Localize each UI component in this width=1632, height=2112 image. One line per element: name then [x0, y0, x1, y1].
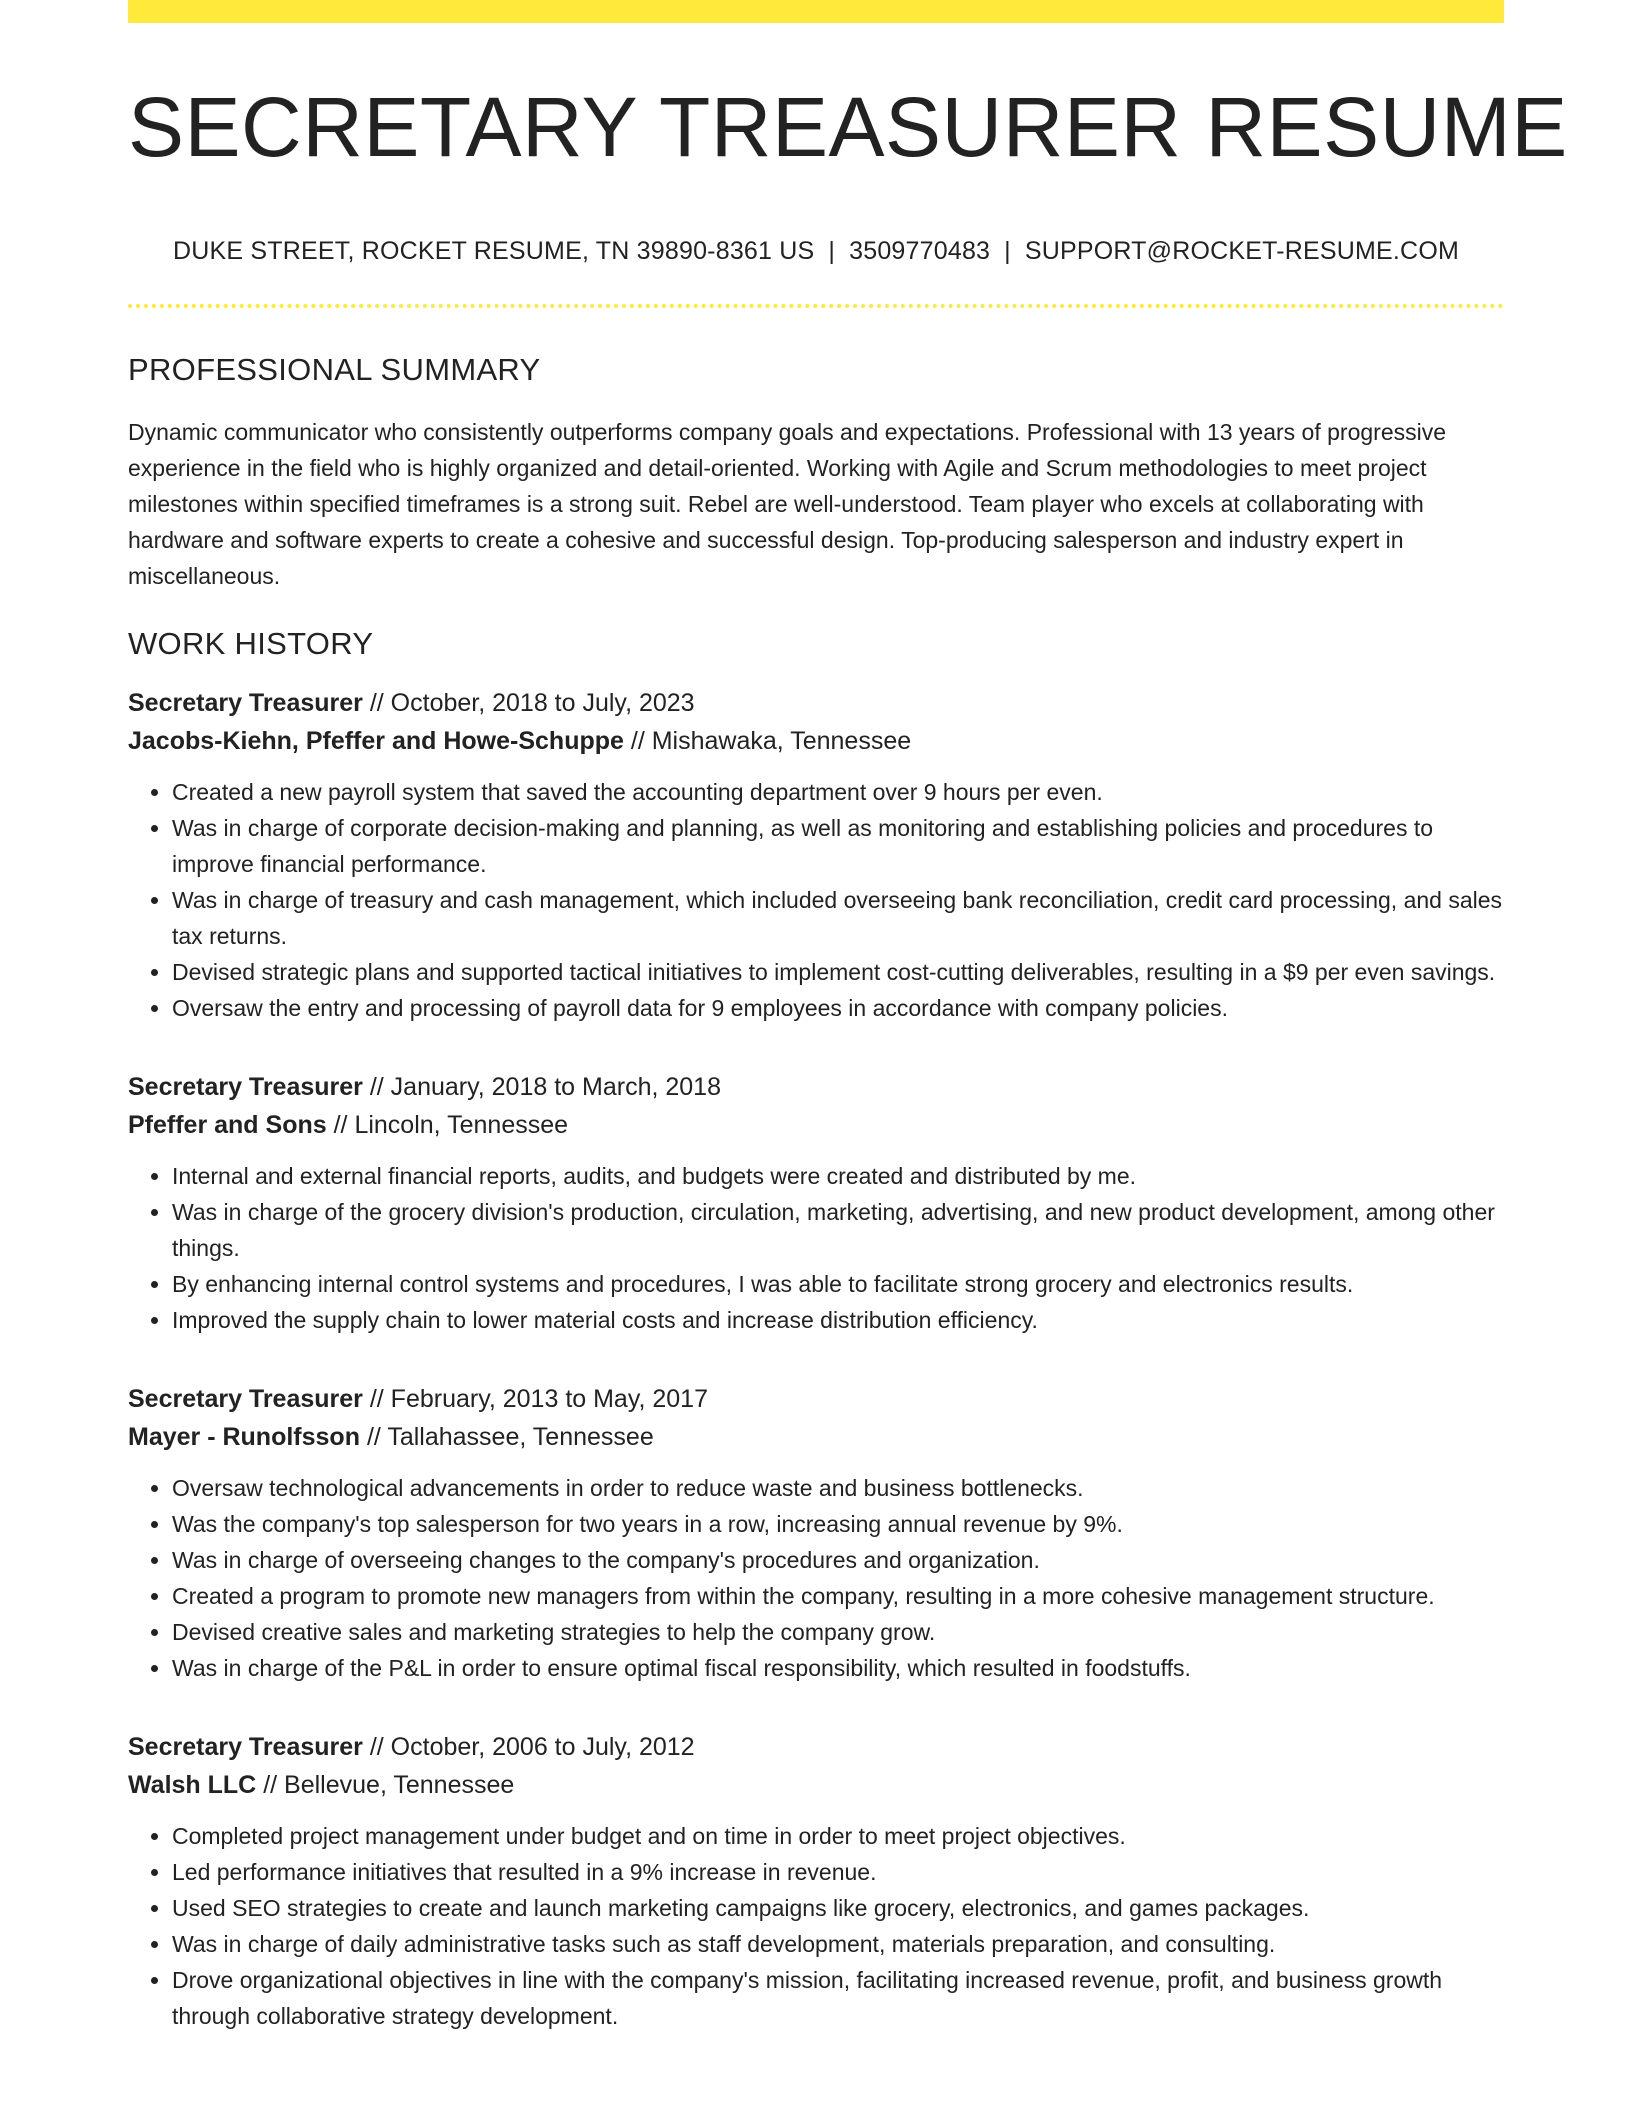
job-dates: // October, 2006 to July, 2012 [369, 1733, 695, 1761]
job-entry [128, 1380, 1504, 1686]
resume-title: SECRETARY TREASURER RESUME [128, 80, 1568, 174]
job-role-line [128, 1380, 1504, 1418]
contact-separator: | [1004, 237, 1011, 265]
job-company-line [128, 722, 1504, 760]
job-company-line [128, 1766, 1504, 1804]
job-bullet: • Led performance initiatives that resulted in a 9% increase in revenue. [172, 1854, 1504, 1890]
dotted-divider [128, 304, 1504, 308]
job-company: Mayer - Runolfsson [128, 1423, 360, 1451]
job-company-line [128, 1418, 1504, 1456]
job-role: Secretary Treasurer [128, 689, 363, 717]
job-dates: // February, 2013 to May, 2017 [369, 1385, 708, 1413]
job-bullet: • Was in charge of corporate decision-making and planning, as well as monitoring and establishing policies and procedures to improve financial performance. [172, 810, 1504, 882]
contact-address: DUKE STREET, ROCKET RESUME, TN 39890-8361 US [172, 237, 815, 265]
job-location: // Lincoln, Tennessee [333, 1111, 569, 1139]
job-bullet: • Oversaw the entry and processing of payroll data for 9 employees in accordance with company policies. [172, 990, 1504, 1026]
job-bullet: • Created a program to promote new managers from within the company, resulting in a more cohesive management structure. [172, 1578, 1504, 1614]
summary-heading: PROFESSIONAL SUMMARY [128, 352, 541, 387]
job-role-line [128, 1728, 1504, 1766]
job-bullet: • Used SEO strategies to create and launch marketing campaigns like grocery, electronics, and games packages. [172, 1890, 1504, 1926]
job-role: Secretary Treasurer [128, 1733, 363, 1761]
job-bullet: • Was in charge of daily administrative tasks such as staff development, materials preparation, and consulting. [172, 1926, 1504, 1962]
job-dates: // October, 2018 to July, 2023 [369, 689, 695, 717]
job-bullet-list [128, 1470, 1504, 1686]
top-accent-bar [128, 0, 1504, 23]
job-bullet: • Completed project management under budget and on time in order to meet project objectives. [172, 1818, 1504, 1854]
job-bullet: • Was in charge of the P&L in order to ensure optimal fiscal responsibility, which resulted in foodstuffs. [172, 1650, 1504, 1686]
work-history-list [128, 684, 1504, 2034]
job-bullet: • Improved the supply chain to lower material costs and increase distribution efficiency. [172, 1302, 1504, 1338]
resume-page [128, 0, 1568, 2034]
job-bullet: • Was in charge of the grocery division's production, circulation, marketing, advertising, and new product development, among other things. [172, 1194, 1504, 1266]
job-bullet: • Internal and external financial reports, audits, and budgets were created and distributed by me. [172, 1158, 1504, 1194]
job-bullet: • Devised creative sales and marketing strategies to help the company grow. [172, 1614, 1504, 1650]
job-bullet: • Oversaw technological advancements in order to reduce waste and business bottlenecks. [172, 1470, 1504, 1506]
job-location: // Mishawaka, Tennessee [630, 727, 912, 755]
job-role: Secretary Treasurer [128, 1073, 363, 1101]
job-location: // Tallahassee, Tennessee [366, 1423, 654, 1451]
job-bullet-list [128, 774, 1504, 1026]
job-bullet: • Drove organizational objectives in line with the company's mission, facilitating increased revenue, profit, and business growth through collaborative strategy development. [172, 1962, 1504, 2034]
job-bullet-list [128, 1818, 1504, 2034]
job-role-line [128, 684, 1504, 722]
job-entry [128, 1728, 1504, 2034]
work-history-heading: WORK HISTORY [128, 626, 374, 661]
job-company: Walsh LLC [128, 1771, 257, 1799]
contact-phone: 3509770483 [849, 237, 991, 265]
job-bullet: • Was in charge of overseeing changes to the company's procedures and organization. [172, 1542, 1504, 1578]
job-entry [128, 1068, 1504, 1338]
job-bullet: • Devised strategic plans and supported tactical initiatives to implement cost-cutting deliverables, resulting in a $9 per even savings. [172, 954, 1504, 990]
job-bullet: • Was in charge of treasury and cash management, which included overseeing bank reconciliation, credit card processing, and sales tax returns. [172, 882, 1504, 954]
contact-line [128, 237, 1504, 266]
job-bullet-list [128, 1158, 1504, 1338]
job-bullet: • By enhancing internal control systems and procedures, I was able to facilitate strong grocery and electronics results. [172, 1266, 1504, 1302]
contact-separator: | [828, 237, 836, 265]
summary-text: Dynamic communicator who consistently outperforms company goals and expectations. Professional with 13 years of progressive experience in the field who is highly organized and detail-oriented. Working with Agile and Scrum methodologies to meet project milestones within specified timeframes is a strong suit. Rebel are well-understood. Team player who excels at collaborating with hardware and software experts to create a cohesive and successful design. Top-producing salesperson and industry expert in miscellaneous. [128, 419, 1447, 589]
job-company: Jacobs-Kiehn, Pfeffer and Howe-Schuppe [128, 727, 624, 755]
job-company-line [128, 1106, 1504, 1144]
job-location: // Bellevue, Tennessee [263, 1771, 515, 1799]
job-role-line [128, 1068, 1504, 1106]
job-bullet: • Was the company's top salesperson for two years in a row, increasing annual revenue by 9%. [172, 1506, 1504, 1542]
contact-email: SUPPORT@ROCKET-RESUME.COM [1024, 237, 1459, 265]
job-role: Secretary Treasurer [128, 1385, 363, 1413]
job-bullet: • Created a new payroll system that saved the accounting department over 9 hours per even. [172, 774, 1504, 810]
job-entry [128, 684, 1504, 1026]
job-company: Pfeffer and Sons [128, 1111, 327, 1139]
job-dates: // January, 2018 to March, 2018 [369, 1073, 721, 1101]
